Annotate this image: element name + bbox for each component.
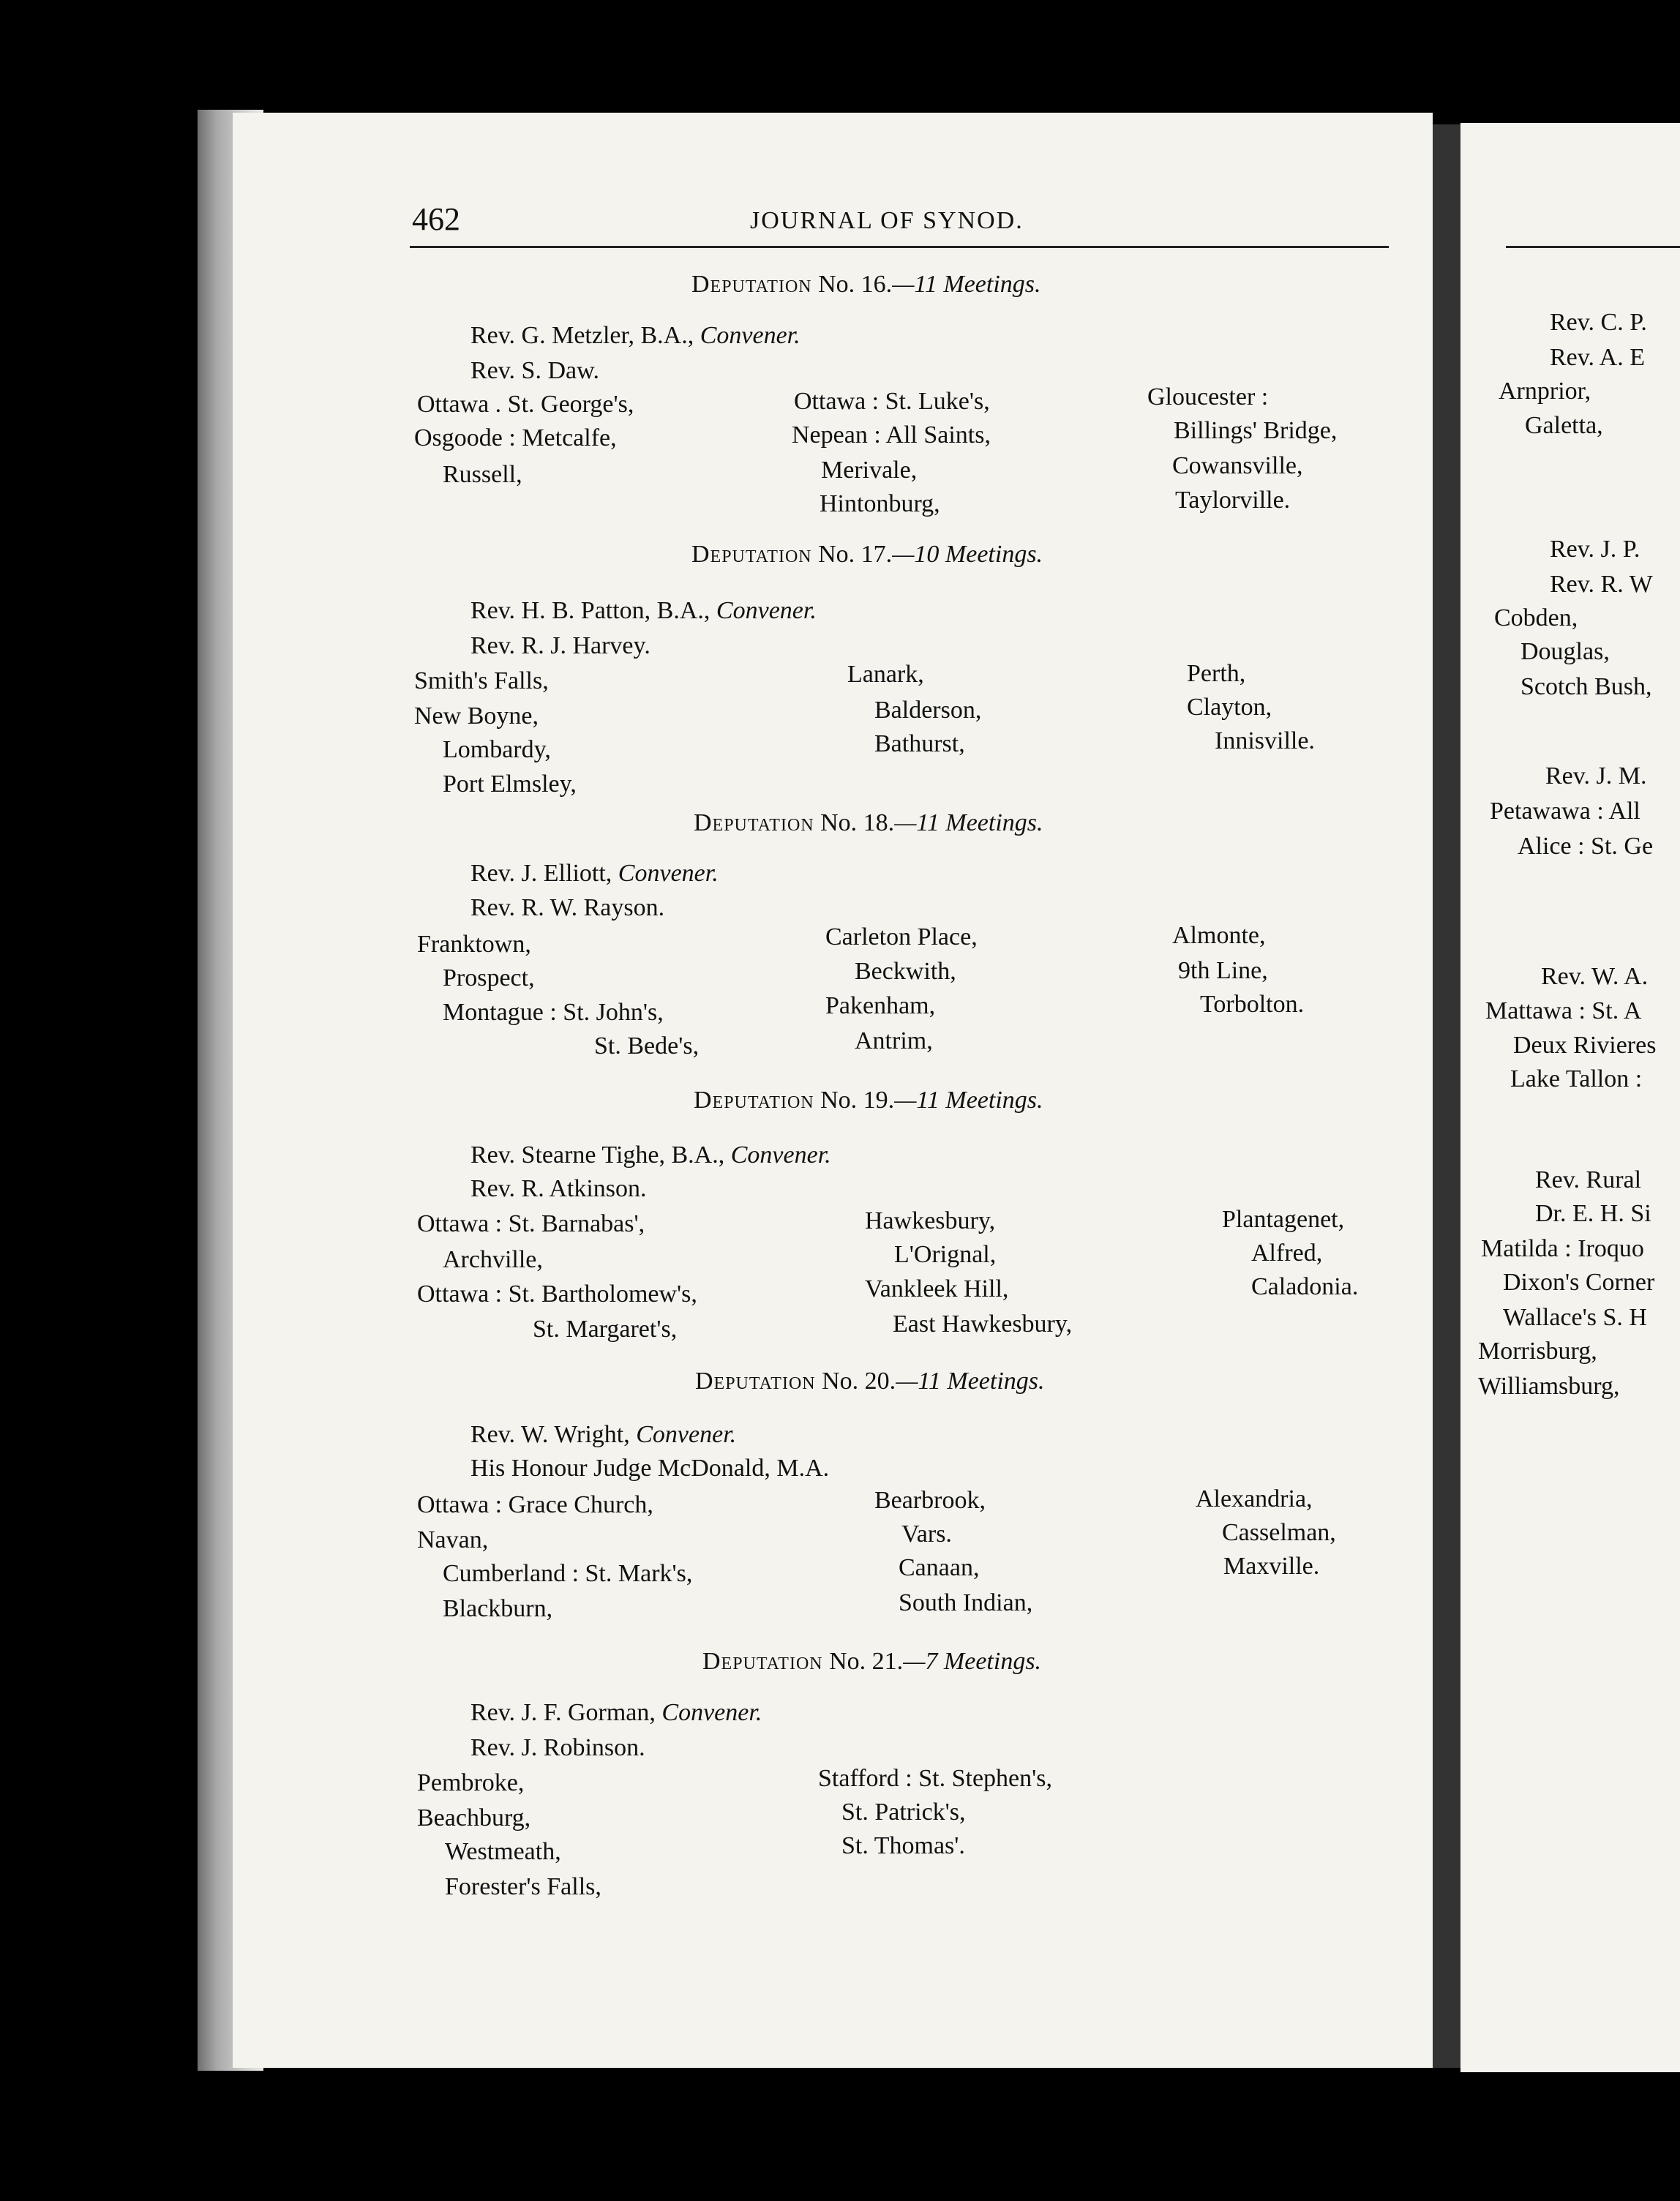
parish-entry: South Indian, [899, 1589, 1033, 1616]
deputation-meetings: —10 Meetings. [892, 541, 1043, 568]
member-name: Rev. H. B. Patton, B.A., [470, 597, 710, 624]
parish-entry: Osgoode : Metcalfe, [414, 424, 617, 451]
member-name: Rev. J. Robinson. [470, 1734, 645, 1761]
member-role: Convener. [661, 1699, 762, 1726]
right-fragment: Matilda : Iroquo [1481, 1235, 1644, 1262]
right-fragment: Petawawa : All [1490, 798, 1640, 825]
parish-entry: Torbolton. [1200, 991, 1305, 1018]
parish-entry: Stafford : St. Stephen's, [818, 1765, 1052, 1792]
right-fragment: Dixon's Corner [1503, 1269, 1655, 1296]
deputation-number: No. 17. [818, 541, 893, 568]
deputation-meetings: —11 Meetings. [894, 1087, 1043, 1114]
parish-entry: Nepean : All Saints, [792, 421, 991, 449]
parish-entry: Perth, [1187, 660, 1246, 687]
deputation-label: Deputation [702, 1648, 823, 1675]
parish-entry: Clayton, [1187, 694, 1272, 721]
parish-entry: Blackburn, [443, 1595, 553, 1622]
parish-entry: Forester's Falls, [445, 1873, 601, 1900]
right-fragment: Douglas, [1520, 638, 1610, 665]
member-name: Rev. R. Atkinson. [470, 1175, 647, 1202]
parish-entry: Lanark, [847, 661, 924, 688]
member-name: Rev. G. Metzler, B.A., [470, 322, 694, 349]
header-rule [410, 246, 1389, 248]
deputation-heading [694, 1088, 1043, 1113]
right-fragment: Rev. W. A. [1541, 963, 1649, 990]
member-name: Rev. Stearne Tighe, B.A., [470, 1141, 725, 1169]
parish-entry: Beachburg, [417, 1804, 531, 1831]
page-number: 462 [412, 201, 460, 237]
parish-entry: Ottawa : St. Barnabas', [417, 1210, 645, 1237]
deputation-label: Deputation [691, 541, 812, 568]
parish-entry: Smith's Falls, [414, 667, 549, 694]
deputation-heading [695, 1369, 1045, 1394]
parish-entry: Vankleek Hill, [865, 1275, 1009, 1302]
parish-entry: Beckwith, [855, 958, 956, 985]
parish-entry: Prospect, [443, 964, 535, 991]
convener-line [470, 1422, 736, 1447]
member-role: Convener. [618, 860, 719, 887]
parish-entry: Gloucester : [1147, 383, 1269, 410]
right-fragment: Lake Tallon : [1510, 1065, 1643, 1092]
parish-entry: Pakenham, [825, 992, 936, 1019]
parish-entry: Ottawa : St. Luke's, [794, 388, 990, 415]
parish-entry: Archville, [443, 1246, 543, 1273]
parish-entry: Antrim, [855, 1027, 933, 1054]
member-name: Rev. S. Daw. [470, 357, 599, 384]
parish-entry: Canaan, [899, 1554, 980, 1581]
deputation-number: No. 16. [818, 271, 893, 298]
deputation-meetings: —11 Meetings. [896, 1368, 1045, 1395]
member-name: Rev. R. J. Harvey. [470, 632, 650, 659]
right-fragment: Rev. Rural [1535, 1166, 1642, 1193]
deputation-label: Deputation [694, 809, 814, 836]
parish-entry: New Boyne, [414, 702, 539, 730]
right-fragment: Rev. C. P. [1550, 309, 1647, 336]
right-fragment: Williamsburg, [1478, 1373, 1620, 1400]
parish-entry: Billings' Bridge, [1174, 417, 1338, 444]
parish-entry: Vars. [901, 1521, 952, 1548]
right-fragment: Rev. A. E [1550, 344, 1646, 371]
parish-entry: Montague : St. John's, [443, 999, 664, 1026]
right-fragment: Deux Rivieres [1513, 1032, 1657, 1059]
member-name: His Honour Judge McDonald, M.A. [470, 1455, 830, 1482]
deputation-meetings: —11 Meetings. [894, 809, 1043, 836]
deputation-number: No. 20. [822, 1368, 896, 1395]
parish-entry: Hawkesbury, [865, 1207, 996, 1234]
parish-entry: 9th Line, [1178, 957, 1268, 984]
deputation-label: Deputation [691, 271, 812, 298]
right-header-rule [1506, 246, 1680, 248]
deputation-number: No. 21. [829, 1648, 904, 1675]
right-fragment: Arnprior, [1499, 378, 1591, 405]
parish-entry: Bearbrook, [874, 1487, 986, 1514]
parish-entry: St. Bede's, [594, 1032, 700, 1060]
deputation-heading [702, 1649, 1041, 1674]
parish-entry: Innisville. [1215, 727, 1315, 754]
parish-entry: Bathurst, [874, 730, 965, 757]
convener-line [470, 1143, 831, 1168]
convener-line [470, 599, 817, 623]
deputation-number: No. 19. [820, 1087, 895, 1114]
deputation-heading [691, 272, 1041, 297]
right-fragment: Scotch Bush, [1520, 673, 1652, 700]
member-name: Rev. J. F. Gorman, [470, 1699, 656, 1726]
parish-entry: Ottawa : Grace Church, [417, 1491, 653, 1518]
convener-line [470, 323, 800, 348]
running-title: JOURNAL OF SYNOD. [750, 207, 1024, 234]
deputation-meetings: —7 Meetings. [903, 1648, 1042, 1675]
deputation-label: Deputation [694, 1087, 814, 1114]
parish-entry: Maxville. [1223, 1553, 1320, 1580]
right-fragment: Morrisburg, [1478, 1338, 1597, 1365]
parish-entry: Plantagenet, [1222, 1206, 1345, 1233]
parish-entry: St. Thomas'. [841, 1832, 965, 1859]
convener-line [470, 1701, 762, 1725]
parish-entry: Ottawa . St. George's, [417, 391, 634, 418]
parish-entry: Ottawa : St. Bartholomew's, [417, 1281, 697, 1308]
convener-line [470, 861, 719, 886]
member-name: Rev. W. Wright, [470, 1421, 630, 1448]
parish-entry: Caladonia. [1251, 1273, 1359, 1300]
deputation-number: No. 18. [820, 809, 895, 836]
parish-entry: Casselman, [1222, 1519, 1336, 1546]
parish-entry: Alfred, [1251, 1240, 1323, 1267]
right-fragment: Rev. J. P. [1550, 536, 1640, 563]
book-gutter [1433, 124, 1463, 2068]
parish-entry: St. Patrick's, [841, 1799, 966, 1826]
deputation-heading [694, 811, 1043, 836]
right-fragment: Wallace's S. H [1503, 1304, 1647, 1331]
parish-entry: Westmeath, [445, 1838, 561, 1865]
parish-entry: Balderson, [874, 697, 982, 724]
parish-entry: Navan, [417, 1526, 489, 1553]
member-role: Convener. [716, 597, 817, 624]
parish-entry: Carleton Place, [825, 923, 978, 950]
right-fragment: Cobden, [1494, 604, 1578, 631]
parish-entry: Pembroke, [417, 1769, 525, 1796]
right-fragment: Alice : St. Ge [1518, 833, 1654, 860]
parish-entry: Lombardy, [443, 736, 551, 763]
parish-entry: Cumberland : St. Mark's, [443, 1560, 693, 1587]
deputation-meetings: —11 Meetings. [892, 271, 1041, 298]
member-name: Rev. J. Elliott, [470, 860, 612, 887]
parish-entry: Hintonburg, [820, 490, 940, 517]
parish-entry: Cowansville, [1172, 452, 1303, 479]
right-fragment: Galetta, [1525, 412, 1603, 439]
parish-entry: Taylorville. [1175, 487, 1291, 514]
right-fragment: Dr. E. H. Si [1535, 1200, 1651, 1227]
member-role: Convener. [730, 1141, 831, 1169]
parish-entry: Almonte, [1172, 922, 1266, 949]
deputation-heading [691, 542, 1043, 567]
right-fragment: Mattawa : St. A [1485, 997, 1642, 1024]
parish-entry: Merivale, [821, 457, 918, 484]
parish-entry: St. Margaret's, [533, 1316, 678, 1343]
parish-entry: Alexandria, [1196, 1485, 1313, 1512]
member-role: Convener. [700, 322, 800, 349]
member-role: Convener. [636, 1421, 737, 1448]
parish-entry: L'Orignal, [894, 1241, 997, 1268]
parish-entry: Port Elmsley, [443, 770, 577, 798]
deputation-label: Deputation [695, 1368, 816, 1395]
right-fragment: Rev. J. M. [1545, 762, 1647, 790]
parish-entry: East Hawkesbury, [893, 1311, 1073, 1338]
parish-entry: Russell, [443, 461, 522, 488]
parish-entry: Franktown, [417, 931, 531, 958]
member-name: Rev. R. W. Rayson. [470, 894, 665, 921]
right-fragment: Rev. R. W [1550, 571, 1653, 598]
